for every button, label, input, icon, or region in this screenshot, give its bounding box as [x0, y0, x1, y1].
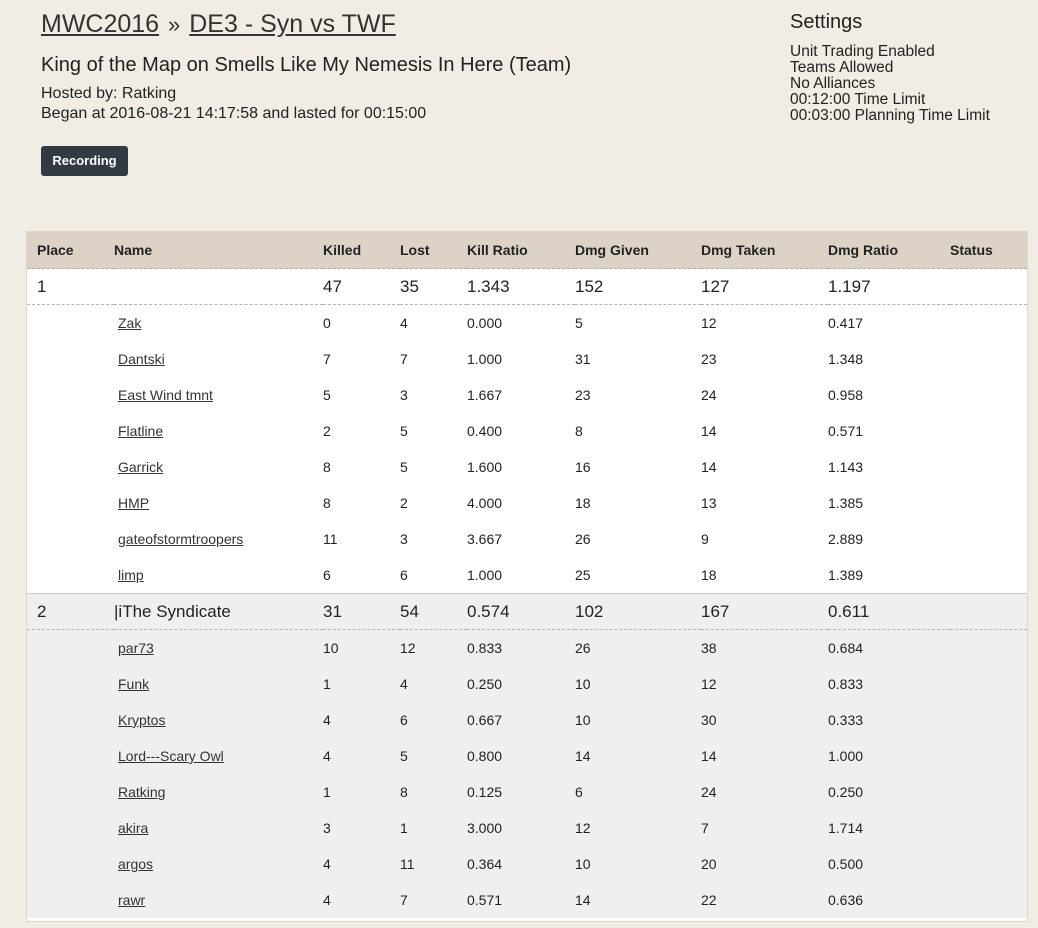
team-place: 2	[27, 594, 114, 630]
player-dmg-given: 23	[575, 377, 701, 413]
player-place-cell	[27, 521, 114, 557]
player-killed: 8	[323, 485, 400, 521]
player-row	[27, 341, 1027, 377]
team-dmg-taken: 127	[701, 269, 828, 305]
player-name-cell	[114, 341, 323, 377]
player-lost: 5	[400, 413, 467, 449]
player-place-cell	[27, 449, 114, 485]
player-lost: 11	[400, 846, 467, 882]
player-dmg-taken: 38	[701, 630, 828, 667]
player-kill-ratio: 1.000	[467, 341, 575, 377]
player-dmg-taken: 20	[701, 846, 828, 882]
player-link[interactable]: Ratking	[118, 784, 166, 800]
team-dmg-ratio: 1.197	[828, 269, 950, 305]
player-killed: 11	[323, 521, 400, 557]
results-table-container	[26, 231, 1028, 922]
player-dmg-ratio: 1.143	[828, 449, 950, 485]
player-place-cell	[27, 485, 114, 521]
player-dmg-taken: 7	[701, 810, 828, 846]
player-dmg-ratio: 2.889	[828, 521, 950, 557]
player-row	[27, 413, 1027, 449]
player-name-cell	[114, 377, 323, 413]
player-dmg-given: 14	[575, 738, 701, 774]
player-place-cell	[27, 810, 114, 846]
settings-title: Settings	[790, 11, 863, 33]
setting-item: 00:12:00 Time Limit	[790, 91, 926, 108]
team-status	[950, 269, 1027, 305]
player-row	[27, 810, 1027, 846]
player-place-cell	[27, 666, 114, 702]
player-row	[27, 774, 1027, 810]
col-status: Status	[950, 232, 1027, 269]
player-kill-ratio: 0.800	[467, 738, 575, 774]
player-row	[27, 521, 1027, 557]
player-status	[950, 485, 1027, 521]
team-dmg-taken: 167	[701, 594, 828, 630]
player-dmg-given: 10	[575, 666, 701, 702]
player-dmg-taken: 14	[701, 449, 828, 485]
player-name-cell	[114, 738, 323, 774]
player-name-cell	[114, 666, 323, 702]
player-place-cell	[27, 882, 114, 918]
player-link[interactable]: Garrick	[118, 459, 164, 475]
player-dmg-taken: 18	[701, 557, 828, 594]
player-row	[27, 557, 1027, 594]
player-dmg-given: 25	[575, 557, 701, 594]
player-dmg-taken: 14	[701, 738, 828, 774]
player-killed: 4	[323, 846, 400, 882]
player-killed: 8	[323, 449, 400, 485]
team-row	[27, 594, 1027, 630]
player-row	[27, 305, 1027, 342]
team-status	[950, 594, 1027, 630]
player-place-cell	[27, 557, 114, 594]
player-lost: 12	[400, 630, 467, 667]
player-lost: 8	[400, 774, 467, 810]
col-dmg-ratio: Dmg Ratio	[828, 232, 950, 269]
player-kill-ratio: 0.400	[467, 413, 575, 449]
player-killed: 4	[323, 702, 400, 738]
player-lost: 1	[400, 810, 467, 846]
player-dmg-given: 26	[575, 521, 701, 557]
player-kill-ratio: 0.125	[467, 774, 575, 810]
col-kill-ratio: Kill Ratio	[467, 232, 575, 269]
player-lost: 4	[400, 666, 467, 702]
player-status	[950, 846, 1027, 882]
team-dmg-ratio: 0.611	[828, 594, 950, 630]
player-status	[950, 449, 1027, 485]
player-kill-ratio: 0.571	[467, 882, 575, 918]
col-killed: Killed	[323, 232, 400, 269]
player-lost: 5	[400, 738, 467, 774]
setting-item: No Alliances	[790, 75, 876, 92]
player-link[interactable]: East Wind tmnt	[118, 387, 213, 403]
player-name-cell	[114, 882, 323, 918]
player-place-cell	[27, 702, 114, 738]
hosted-by: Hosted by: Ratking	[41, 85, 177, 102]
player-killed: 2	[323, 413, 400, 449]
player-row	[27, 738, 1027, 774]
player-status	[950, 774, 1027, 810]
player-status	[950, 702, 1027, 738]
player-dmg-taken: 14	[701, 413, 828, 449]
player-lost: 7	[400, 882, 467, 918]
player-dmg-taken: 30	[701, 702, 828, 738]
player-dmg-taken: 12	[701, 305, 828, 342]
player-link[interactable]: argos	[118, 856, 154, 872]
player-killed: 6	[323, 557, 400, 594]
settings-panel	[790, 10, 1030, 124]
player-status	[950, 377, 1027, 413]
player-lost: 6	[400, 557, 467, 594]
setting-item: Unit Trading Enabled	[790, 43, 935, 60]
player-lost: 4	[400, 305, 467, 342]
breadcrumb-separator: »	[168, 12, 181, 37]
player-row	[27, 485, 1027, 521]
player-place-cell	[27, 738, 114, 774]
player-link[interactable]: Lord---Scary Owl	[118, 748, 224, 764]
player-dmg-ratio: 1.348	[828, 341, 950, 377]
player-dmg-given: 8	[575, 413, 701, 449]
col-dmg-taken: Dmg Taken	[701, 232, 828, 269]
player-link[interactable]: Flatline	[118, 423, 164, 439]
player-dmg-taken: 24	[701, 377, 828, 413]
player-dmg-ratio: 0.684	[828, 630, 950, 667]
player-lost: 2	[400, 485, 467, 521]
player-place-cell	[27, 846, 114, 882]
team-lost: 35	[400, 269, 467, 305]
player-dmg-ratio: 1.389	[828, 557, 950, 594]
player-name-cell	[114, 774, 323, 810]
player-dmg-given: 14	[575, 882, 701, 918]
team-name	[114, 269, 323, 305]
player-link[interactable]: Dantski	[118, 351, 165, 367]
col-dmg-given: Dmg Given	[575, 232, 701, 269]
player-name-cell	[114, 557, 323, 594]
player-killed: 10	[323, 630, 400, 667]
player-name-cell	[114, 521, 323, 557]
player-kill-ratio: 3.000	[467, 810, 575, 846]
player-dmg-taken: 22	[701, 882, 828, 918]
player-name-cell	[114, 702, 323, 738]
player-place-cell	[27, 413, 114, 449]
player-dmg-taken: 9	[701, 521, 828, 557]
player-dmg-given: 6	[575, 774, 701, 810]
player-killed: 4	[323, 882, 400, 918]
player-row	[27, 846, 1027, 882]
breadcrumb-tournament-link[interactable]: MWC2016	[41, 10, 160, 38]
player-link[interactable]: par73	[118, 640, 154, 656]
player-kill-ratio: 0.000	[467, 305, 575, 342]
player-dmg-given: 10	[575, 702, 701, 738]
player-dmg-ratio: 0.250	[828, 774, 950, 810]
player-link[interactable]: Zak	[118, 315, 142, 331]
player-status	[950, 305, 1027, 342]
team-row	[27, 269, 1027, 305]
player-dmg-ratio: 0.500	[828, 846, 950, 882]
player-dmg-ratio: 0.417	[828, 305, 950, 342]
team-lost: 54	[400, 594, 467, 630]
player-status	[950, 341, 1027, 377]
player-status	[950, 557, 1027, 594]
player-kill-ratio: 0.364	[467, 846, 575, 882]
player-link[interactable]: rawr	[118, 892, 146, 908]
player-dmg-given: 5	[575, 305, 701, 342]
game-header	[41, 8, 761, 124]
team-killed: 47	[323, 269, 400, 305]
player-lost: 3	[400, 521, 467, 557]
player-status	[950, 738, 1027, 774]
player-row	[27, 702, 1027, 738]
player-dmg-taken: 23	[701, 341, 828, 377]
player-link[interactable]: Funk	[118, 676, 150, 692]
player-lost: 7	[400, 341, 467, 377]
player-kill-ratio: 0.833	[467, 630, 575, 667]
player-kill-ratio: 1.000	[467, 557, 575, 594]
player-name-cell	[114, 846, 323, 882]
player-killed: 3	[323, 810, 400, 846]
setting-item: 00:03:00 Planning Time Limit	[790, 107, 990, 124]
game-subtitle: King of the Map on Smells Like My Nemesis In Here (Team)	[41, 54, 572, 76]
player-dmg-given: 12	[575, 810, 701, 846]
player-link[interactable]: gateofstormtroopers	[118, 531, 244, 547]
player-dmg-given: 26	[575, 630, 701, 667]
player-link[interactable]: HMP	[118, 495, 150, 511]
player-dmg-taken: 12	[701, 666, 828, 702]
player-killed: 4	[323, 738, 400, 774]
team-place: 1	[27, 269, 114, 305]
player-name-cell	[114, 449, 323, 485]
player-killed: 5	[323, 377, 400, 413]
player-lost: 5	[400, 449, 467, 485]
player-name-cell	[114, 630, 323, 667]
player-status	[950, 882, 1027, 918]
setting-item: Teams Allowed	[790, 59, 894, 76]
player-link[interactable]: limp	[118, 567, 144, 583]
player-row	[27, 666, 1027, 702]
player-row	[27, 449, 1027, 485]
began-info: Began at 2016-08-21 14:17:58 and lasted for 00:15:00	[41, 105, 427, 122]
player-name-cell	[114, 413, 323, 449]
player-dmg-given: 16	[575, 449, 701, 485]
player-dmg-ratio: 0.571	[828, 413, 950, 449]
player-link[interactable]: akira	[118, 820, 149, 836]
breadcrumb-match-link[interactable]: DE3 - Syn vs TWF	[189, 10, 396, 38]
player-kill-ratio: 1.600	[467, 449, 575, 485]
player-dmg-given: 18	[575, 485, 701, 521]
player-dmg-given: 31	[575, 341, 701, 377]
team-kill-ratio: 0.574	[467, 594, 575, 630]
player-row	[27, 630, 1027, 667]
player-status	[950, 666, 1027, 702]
player-link[interactable]: Kryptos	[118, 712, 166, 728]
results-table	[27, 232, 1027, 918]
player-status	[950, 810, 1027, 846]
team-dmg-given: 102	[575, 594, 701, 630]
player-dmg-ratio: 1.385	[828, 485, 950, 521]
player-dmg-ratio: 0.833	[828, 666, 950, 702]
player-name-cell	[114, 485, 323, 521]
player-kill-ratio: 1.667	[467, 377, 575, 413]
player-dmg-ratio: 1.714	[828, 810, 950, 846]
player-name-cell	[114, 305, 323, 342]
player-row	[27, 882, 1027, 918]
player-place-cell	[27, 630, 114, 667]
col-lost: Lost	[400, 232, 467, 269]
player-killed: 1	[323, 774, 400, 810]
team-killed: 31	[323, 594, 400, 630]
player-dmg-taken: 13	[701, 485, 828, 521]
team-name: |iThe Syndicate	[114, 594, 323, 630]
player-name-cell	[114, 810, 323, 846]
player-row	[27, 377, 1027, 413]
player-dmg-ratio: 1.000	[828, 738, 950, 774]
player-killed: 0	[323, 305, 400, 342]
player-kill-ratio: 0.250	[467, 666, 575, 702]
player-place-cell	[27, 341, 114, 377]
player-status	[950, 630, 1027, 667]
player-status	[950, 521, 1027, 557]
player-dmg-ratio: 0.333	[828, 702, 950, 738]
player-place-cell	[27, 774, 114, 810]
player-lost: 3	[400, 377, 467, 413]
player-dmg-ratio: 0.636	[828, 882, 950, 918]
breadcrumb	[41, 8, 761, 41]
player-place-cell	[27, 305, 114, 342]
settings-list	[790, 44, 1030, 124]
table-header-row	[27, 232, 1027, 269]
player-dmg-given: 10	[575, 846, 701, 882]
player-kill-ratio: 0.667	[467, 702, 575, 738]
player-lost: 6	[400, 702, 467, 738]
player-status	[950, 413, 1027, 449]
recording-button[interactable]: Recording	[41, 146, 128, 176]
player-place-cell	[27, 377, 114, 413]
team-dmg-given: 152	[575, 269, 701, 305]
player-killed: 7	[323, 341, 400, 377]
player-dmg-ratio: 0.958	[828, 377, 950, 413]
player-kill-ratio: 4.000	[467, 485, 575, 521]
col-name: Name	[114, 232, 323, 269]
team-kill-ratio: 1.343	[467, 269, 575, 305]
player-killed: 1	[323, 666, 400, 702]
results-body	[27, 269, 1027, 919]
player-dmg-taken: 24	[701, 774, 828, 810]
col-place: Place	[27, 232, 114, 269]
player-kill-ratio: 3.667	[467, 521, 575, 557]
